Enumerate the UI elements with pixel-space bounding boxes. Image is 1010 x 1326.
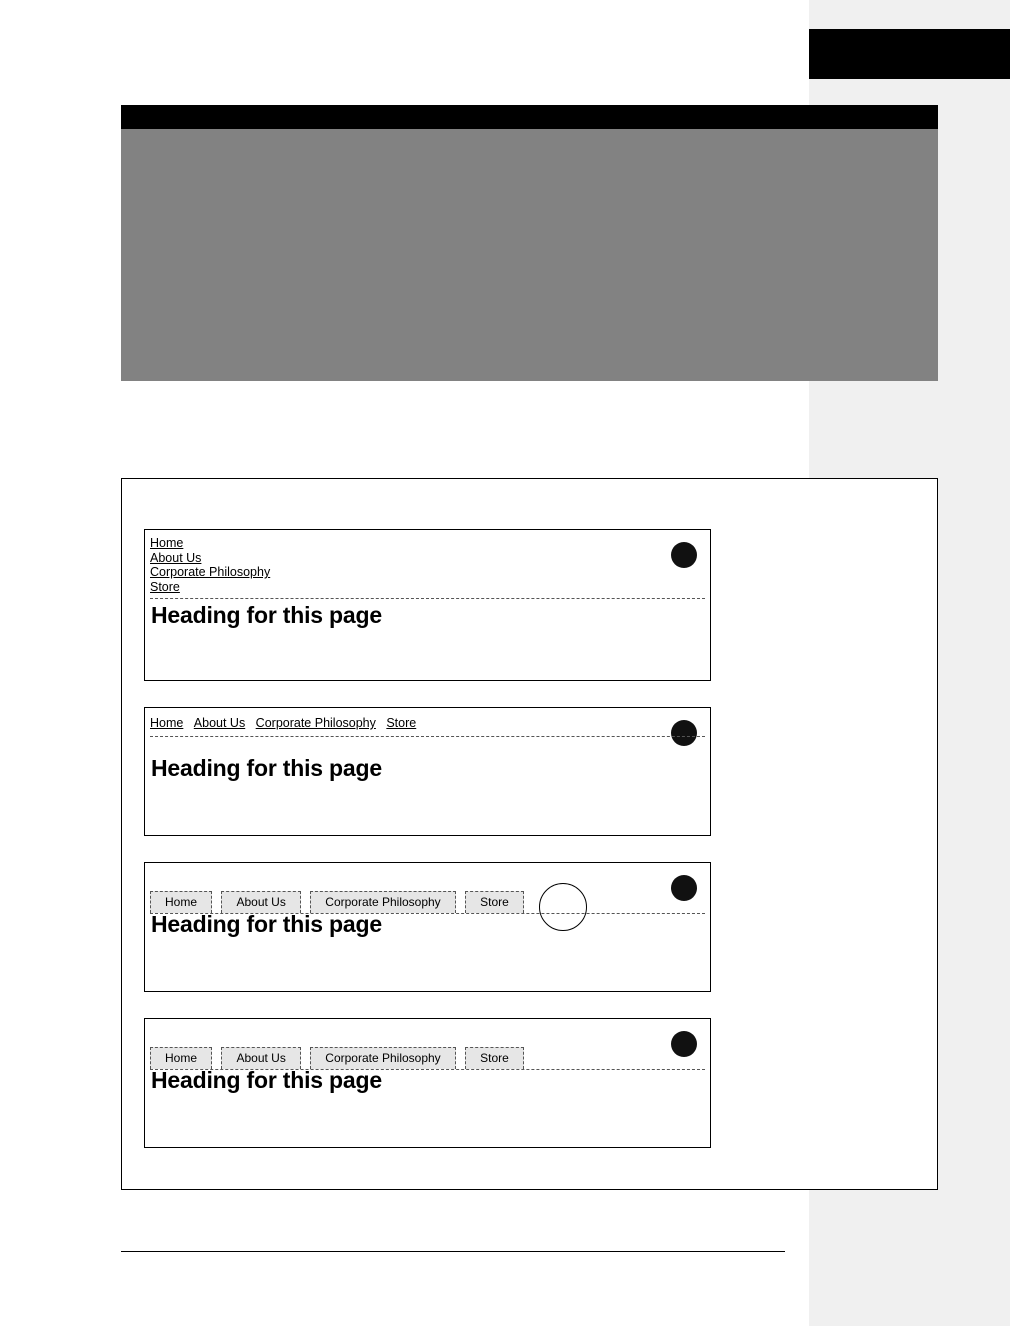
nav-button-corporate-philosophy[interactable]: Corporate Philosophy (310, 1047, 455, 1069)
nav-link-home[interactable]: Home (150, 716, 184, 730)
nav-link-corporate-philosophy[interactable]: Corporate Philosophy (150, 565, 271, 579)
page-heading: Heading for this page (151, 755, 382, 781)
page-heading: Heading for this page (151, 911, 382, 937)
nav-link-store[interactable]: Store (386, 716, 417, 730)
footer-divider (121, 1251, 785, 1252)
example-card (144, 707, 711, 836)
black-corner-tab (809, 29, 1010, 79)
nav-link-store[interactable]: Store (150, 579, 180, 594)
nav-link-corporate-philosophy[interactable]: Corporate Philosophy (255, 716, 376, 730)
nav-button-store[interactable]: Store (465, 891, 524, 913)
nav-button-about-us[interactable]: About Us (221, 891, 300, 913)
nav-button-store[interactable]: Store (465, 1047, 524, 1069)
nav-button-corporate-philosophy[interactable]: Corporate Philosophy (310, 891, 455, 913)
nav-button-about-us[interactable]: About Us (221, 1047, 300, 1069)
example-card (144, 862, 711, 992)
nav-link-home[interactable]: Home (150, 536, 184, 550)
nav-button-home[interactable]: Home (150, 891, 212, 913)
nav-link-about-us[interactable]: About Us (150, 550, 202, 565)
top-figure-placeholder (121, 105, 938, 381)
top-figure-title-bar (121, 105, 938, 129)
nav-button-home[interactable]: Home (150, 1047, 212, 1069)
cursor-highlight-ring (539, 883, 587, 931)
page-heading: Heading for this page (151, 1067, 382, 1093)
example-card (144, 1018, 711, 1148)
nav-link-about-us[interactable]: About Us (193, 716, 246, 730)
nav-stacked-links (150, 536, 705, 599)
examples-panel (121, 478, 938, 1190)
nav-inline-links (150, 714, 705, 737)
page-heading: Heading for this page (151, 602, 382, 628)
example-card (144, 529, 711, 681)
